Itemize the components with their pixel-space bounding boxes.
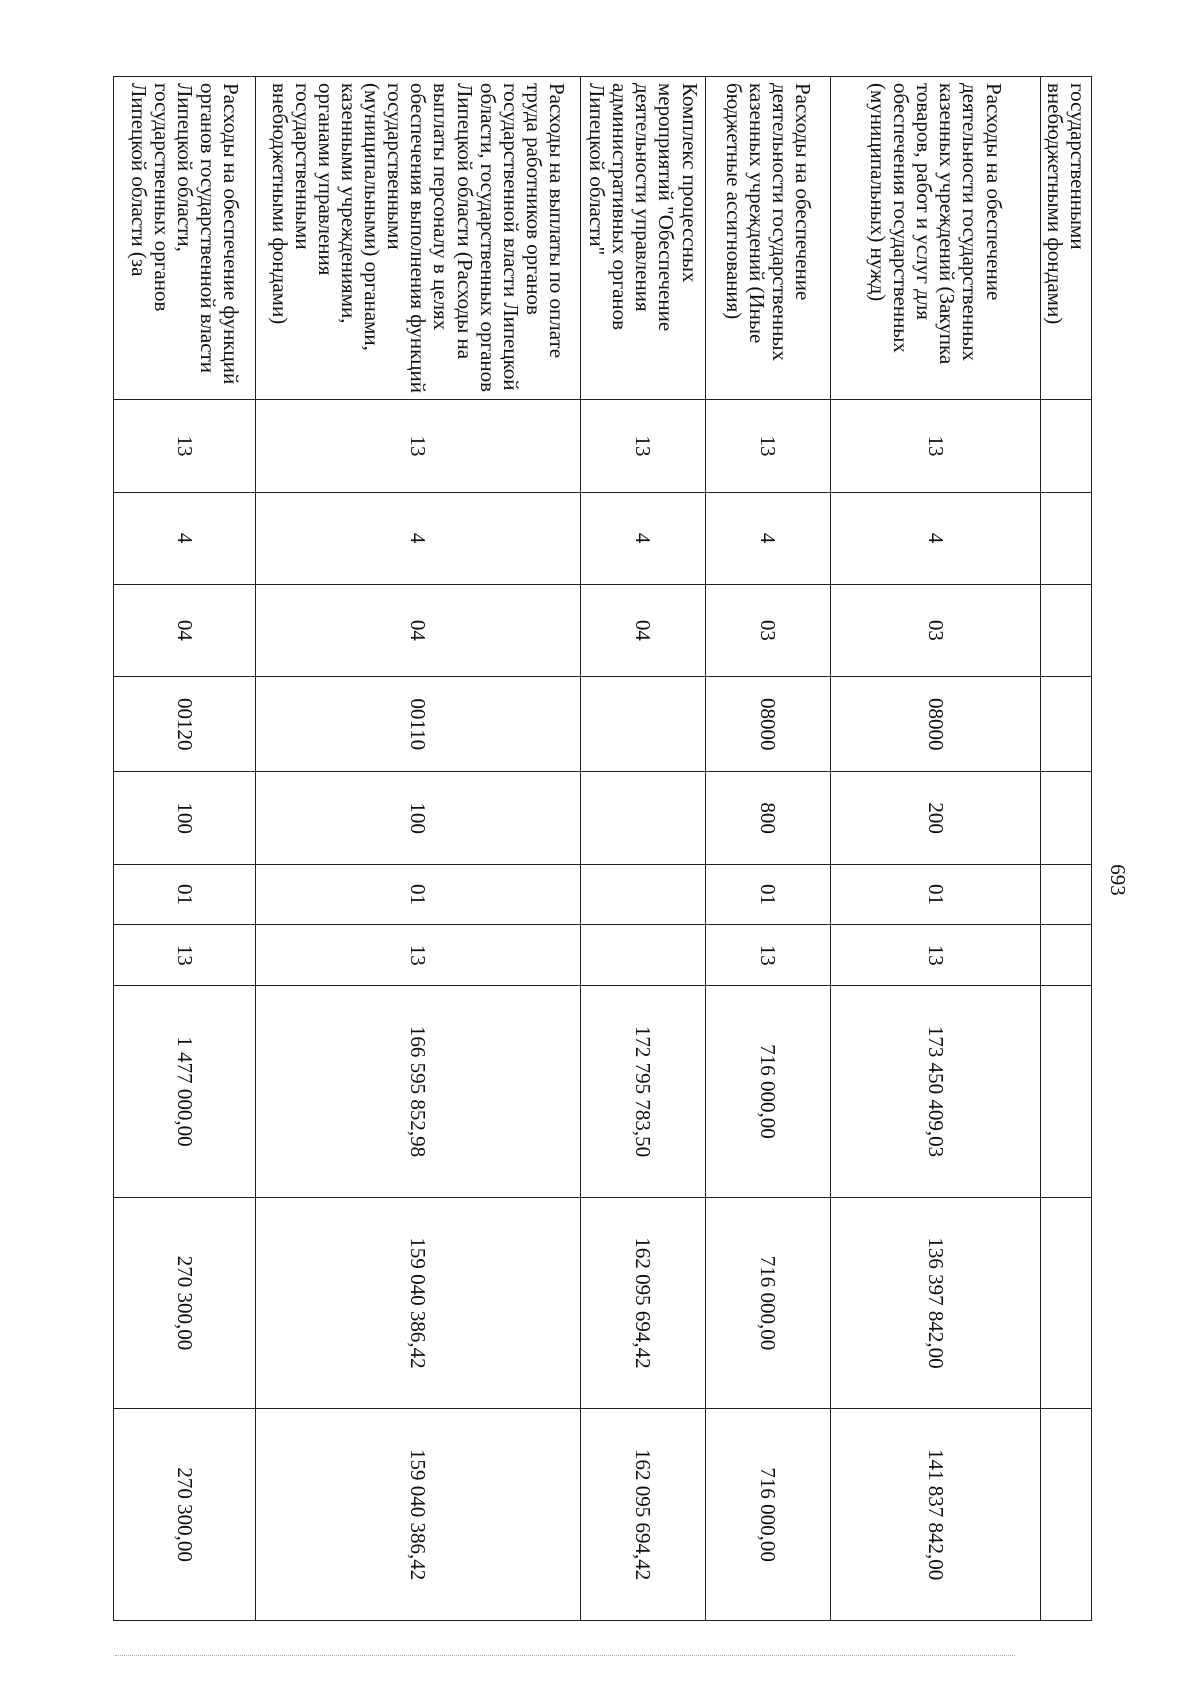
budget-table	[113, 76, 1092, 1621]
cell-amount-1: 172 795 783,50	[580, 986, 705, 1198]
cell-code-6: 01	[255, 864, 580, 925]
cell-amount-3: 162 095 694,42	[580, 1409, 705, 1621]
cell-code-5	[580, 772, 705, 864]
cell-code-6	[580, 864, 705, 925]
table-row	[830, 77, 1040, 1621]
cell-amount-1: 1 477 000,00	[113, 986, 255, 1198]
table-row	[1040, 77, 1091, 1621]
budget-table-container	[127, 76, 1092, 1621]
cell-code-6: 01	[113, 864, 255, 925]
cell-code-4	[1040, 676, 1091, 771]
cell-code-2	[1040, 492, 1091, 584]
row-description: Расходы на выплаты по оплате труда работников органов государственной власти Липецкой области, государственных органов Липецкой области (Расходы на выплаты персоналу в целях обеспечения выполнения функций государственными (муниципальными) органами, казенными учреждениями, органами управления государственными внебюджетными фондами)	[255, 77, 580, 400]
table-row	[705, 77, 830, 1621]
cell-code-4: 00120	[113, 676, 255, 771]
cell-code-2: 4	[705, 492, 830, 584]
cell-code-1: 13	[113, 400, 255, 492]
cell-code-4: 00110	[255, 676, 580, 771]
cell-amount-2: 270 300,00	[113, 1197, 255, 1409]
cell-code-4	[580, 676, 705, 771]
cell-code-5: 800	[705, 772, 830, 864]
cell-amount-2: 162 095 694,42	[580, 1197, 705, 1409]
cell-code-7: 13	[113, 925, 255, 986]
cell-amount-3: 716 000,00	[705, 1409, 830, 1621]
cell-code-5: 100	[255, 772, 580, 864]
cell-code-2: 4	[580, 492, 705, 584]
cell-code-6: 01	[705, 864, 830, 925]
cell-amount-1	[1040, 986, 1091, 1198]
cell-code-3: 03	[705, 584, 830, 676]
cell-code-3: 04	[580, 584, 705, 676]
cell-code-5	[1040, 772, 1091, 864]
page-number: 693	[1106, 864, 1130, 896]
cell-code-7: 13	[830, 925, 1040, 986]
cell-code-4: 08000	[830, 676, 1040, 771]
row-description: Комплекс процессных мероприятий "Обеспечение деятельности управления административных органов Липецкой области"	[580, 77, 705, 400]
row-description: Расходы на обеспечение деятельности государственных казенных учреждений (Закупка товаров, работ и услуг для обеспечения государственных (муниципальных) нужд)	[830, 77, 1040, 400]
cell-code-2: 4	[830, 492, 1040, 584]
cell-code-6: 01	[830, 864, 1040, 925]
cell-code-4: 08000	[705, 676, 830, 771]
cell-amount-2: 159 040 386,42	[255, 1197, 580, 1409]
cell-code-7	[580, 925, 705, 986]
cell-amount-3	[1040, 1409, 1091, 1621]
cell-code-3: 03	[830, 584, 1040, 676]
cell-code-1: 13	[255, 400, 580, 492]
cell-code-7	[1040, 925, 1091, 986]
cell-code-7: 13	[255, 925, 580, 986]
scan-edge-line	[115, 1655, 1015, 1656]
table-row	[580, 77, 705, 1621]
cell-code-2: 4	[113, 492, 255, 584]
cell-code-5: 100	[113, 772, 255, 864]
cell-amount-3: 159 040 386,42	[255, 1409, 580, 1621]
cell-amount-3: 270 300,00	[113, 1409, 255, 1621]
cell-code-1: 13	[830, 400, 1040, 492]
cell-code-3	[1040, 584, 1091, 676]
cell-code-1: 13	[580, 400, 705, 492]
cell-amount-1: 166 595 852,98	[255, 986, 580, 1198]
cell-code-7: 13	[705, 925, 830, 986]
cell-code-1: 13	[705, 400, 830, 492]
cell-amount-3: 141 837 842,00	[830, 1409, 1040, 1621]
row-description: Расходы на обеспечение деятельности государственных казенных учреждений (Иные бюджетные ассигнования)	[705, 77, 830, 400]
cell-code-3: 04	[255, 584, 580, 676]
cell-code-2: 4	[255, 492, 580, 584]
cell-code-3: 04	[113, 584, 255, 676]
cell-amount-2	[1040, 1197, 1091, 1409]
cell-code-6	[1040, 864, 1091, 925]
cell-amount-1: 716 000,00	[705, 986, 830, 1198]
row-description: государственными внебюджетными фондами)	[1040, 77, 1091, 400]
cell-amount-1: 173 450 409,03	[830, 986, 1040, 1198]
cell-code-5: 200	[830, 772, 1040, 864]
table-row	[255, 77, 580, 1621]
row-description: Расходы на обеспечение функций органов государственной власти Липецкой области, государственных органов Липецкой области (за	[113, 77, 255, 400]
table-row	[113, 77, 255, 1621]
cell-code-1	[1040, 400, 1091, 492]
cell-amount-2: 136 397 842,00	[830, 1197, 1040, 1409]
cell-amount-2: 716 000,00	[705, 1197, 830, 1409]
